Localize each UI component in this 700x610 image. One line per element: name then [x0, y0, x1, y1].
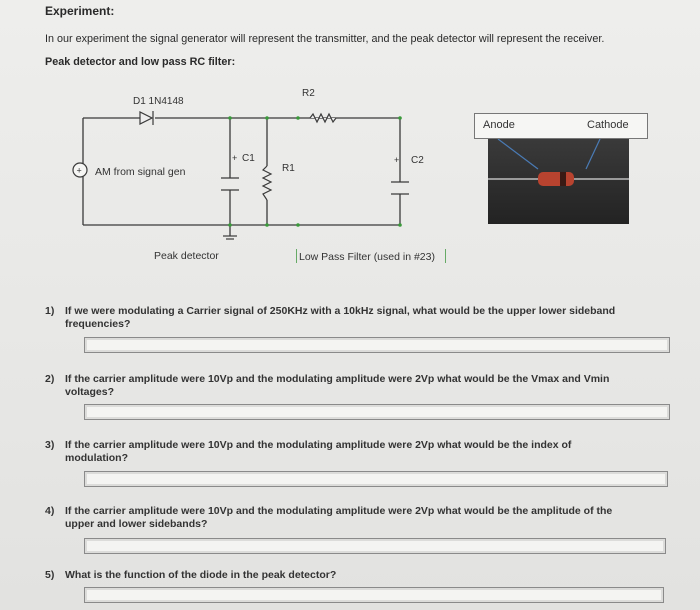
answer-field-2[interactable]	[84, 404, 670, 420]
answer-field-3[interactable]	[84, 471, 668, 487]
c1-capacitor-symbol	[221, 178, 239, 190]
peak-detector-label: Peak detector	[154, 250, 219, 262]
answer-field-1[interactable]	[84, 337, 670, 353]
diode-label: D1 1N4148	[133, 96, 184, 107]
anode-label: Anode	[483, 119, 515, 131]
c2-label: C2	[411, 155, 424, 166]
ground-symbol	[223, 236, 237, 239]
c1-label: C1	[242, 153, 255, 164]
diode-photo	[488, 139, 629, 224]
r1-label: R1	[282, 163, 295, 174]
r2-label: R2	[302, 88, 315, 99]
cathode-label: Cathode	[587, 119, 629, 131]
lpf-label: Low Pass Filter (used in #23)	[299, 251, 435, 263]
diode-terminal-legend	[474, 113, 648, 139]
source-label: AM from signal gen	[95, 166, 186, 178]
question-5: 5) What is the function of the diode in the peak detector?	[45, 569, 337, 581]
svg-text:+: +	[232, 153, 238, 163]
svg-text:+: +	[394, 155, 400, 165]
svg-text:+: +	[76, 165, 82, 176]
r1-resistor-symbol	[263, 166, 271, 200]
experiment-title: Experiment:	[45, 4, 115, 18]
section-subtitle: Peak detector and low pass RC filter:	[45, 56, 236, 68]
answer-field-4[interactable]	[84, 538, 666, 554]
question-1: 1) If we were modulating a Carrier signal of 250KHz with a 10kHz signal, what would be the upper lower sideband frequencies?	[45, 305, 616, 330]
question-4: 4) If the carrier amplitude were 10Vp and the modulating amplitude were 2Vp what would be the amplitude of the upper and lower sidebands?	[45, 505, 613, 530]
answer-field-5[interactable]	[84, 587, 664, 603]
question-2: 2) If the carrier amplitude were 10Vp and the modulating amplitude were 2Vp what would be the Vmax and Vmin voltages?	[45, 373, 610, 398]
c2-capacitor-symbol	[391, 182, 409, 194]
diode-symbol	[140, 111, 153, 125]
question-3: 3) If the carrier amplitude were 10Vp and the modulating amplitude were 2Vp what would be the index of modulation?	[45, 439, 572, 464]
intro-text: In our experiment the signal generator will represent the transmitter, and the peak detector will represent the receiver.	[45, 33, 605, 45]
